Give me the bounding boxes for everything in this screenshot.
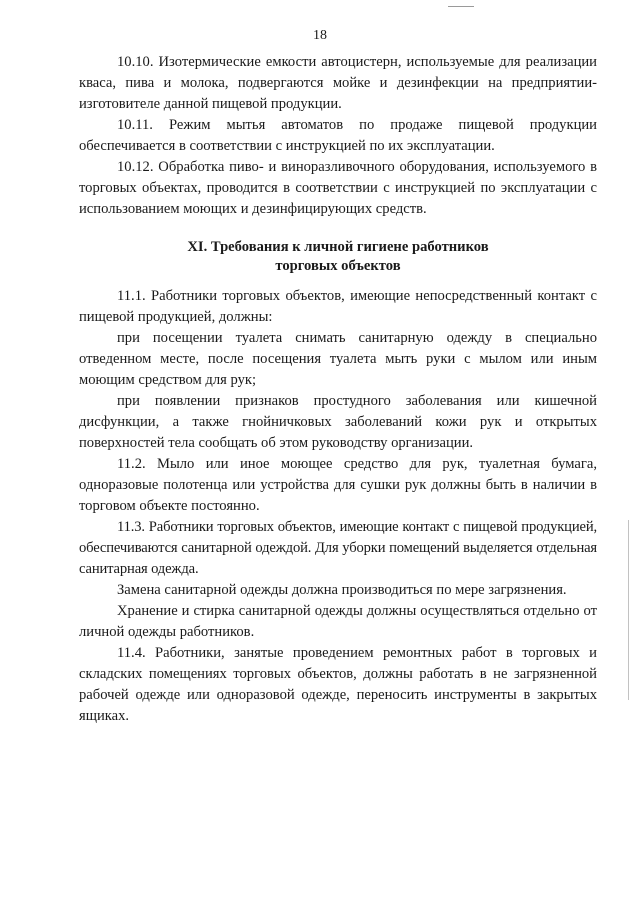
scan-edge-mark-right xyxy=(628,520,629,700)
scan-edge-mark-top xyxy=(448,6,474,7)
document-body xyxy=(79,52,597,727)
section-xi-heading xyxy=(79,238,597,276)
paragraph-11-4: 11.4. Работники, занятые проведением ремонтных работ в торговых и складских помещениях торговых объектов, должны работать в не загрязненной рабочей одежде или одноразовой одежде, переносить инструменты в закрытых ящиках. xyxy=(79,645,597,724)
paragraph-11-2: 11.2. Мыло или иное моющее средство для рук, туалетная бумага, одноразовые полотенца или устройства для сушки рук должны быть в наличии в торговом объекте постоянно. xyxy=(79,456,597,514)
section-xi-heading-line-2: торговых объектов xyxy=(275,258,401,274)
paragraph-10-11: 10.11. Режим мытья автоматов по продаже пищевой продукции обеспечивается в соответствии с инструкцией по их эксплуатации. xyxy=(79,117,597,154)
paragraph-uniform-replacement: Замена санитарной одежды должна производиться по мере загрязнения. xyxy=(117,582,567,598)
paragraph-11-3: 11.3. Работники торговых объектов, имеющие контакт с пищевой продукцией, обеспечиваются санитарной одеждой. Для уборки помещений выделяется отдельная санитарная одежда. xyxy=(79,519,597,577)
paragraph-11-1-illness-rule: при появлении признаков простудного заболевания или кишечной дисфункции, а также гнойничковых заболеваний кожи рук и открытых поверхностей тела сообщать об этом руководству организации. xyxy=(79,393,597,451)
section-xi-heading-line-1: XI. Требования к личной гигиене работников xyxy=(187,239,489,255)
paragraph-11-1: 11.1. Работники торговых объектов, имеющие непосредственный контакт с пищевой продукцией, должны: xyxy=(79,288,597,325)
paragraph-uniform-washing: Хранение и стирка санитарной одежды должны осуществляться отдельно от личной одежды работников. xyxy=(79,603,597,640)
paragraph-10-10: 10.10. Изотермические емкости автоцистерн, используемые для реализации кваса, пива и молока, подвергаются мойке и дезинфекции на предприятии-изготовителе данной пищевой продукции. xyxy=(79,54,597,112)
page-number: 18 xyxy=(313,28,327,43)
paragraph-11-1-toilet-rule: при посещении туалета снимать санитарную одежду в специально отведенном месте, после посещения туалета мыть руки с мылом или иным моющим средством для рук; xyxy=(79,330,597,388)
paragraph-10-12: 10.12. Обработка пиво- и виноразливочного оборудования, используемого в торговых объектах, проводится в соответствии с инструкцией по эксплуатации с использованием моющих и дезинфицирующих средств. xyxy=(79,159,597,217)
